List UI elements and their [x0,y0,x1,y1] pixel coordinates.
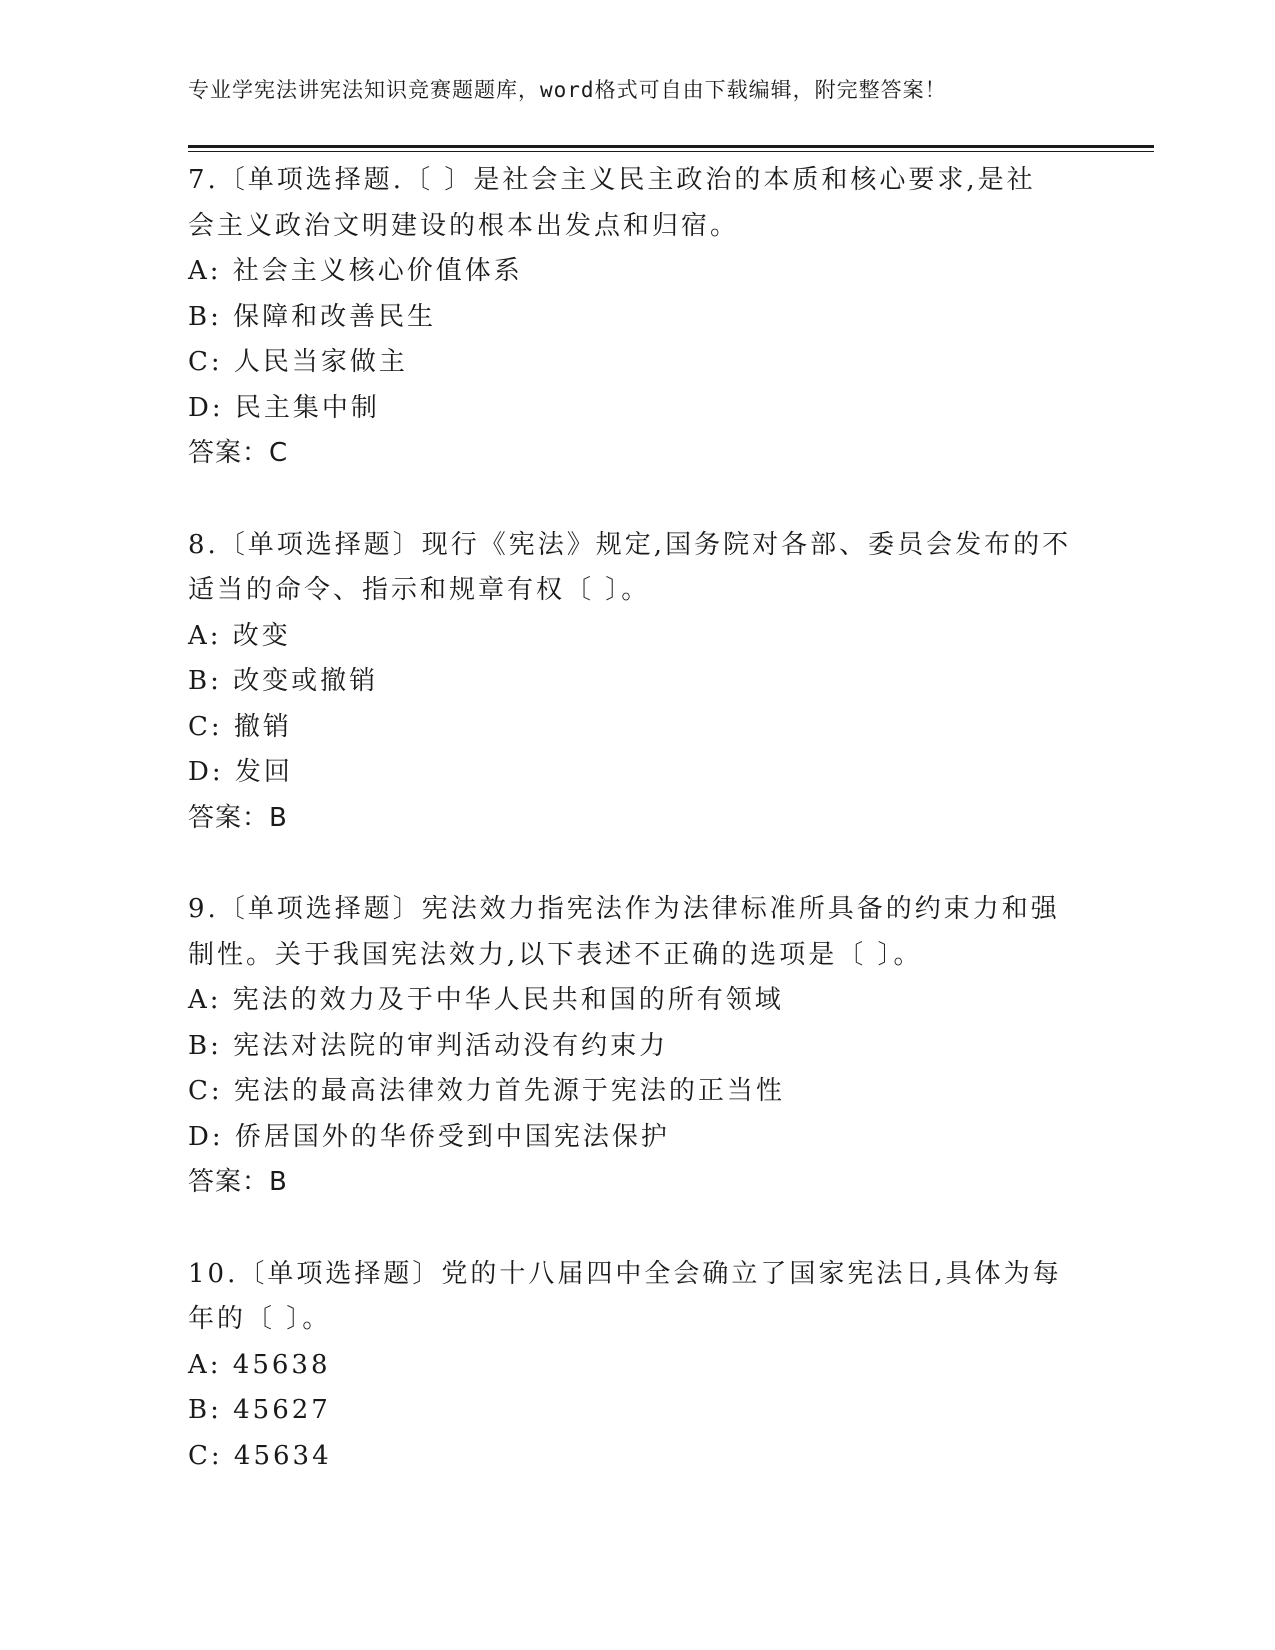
answer-label: 答案：B [188,1167,288,1197]
option-d: D: 民主集中制 [188,392,380,423]
option-b: B: 改变或撤销 [188,666,379,696]
option-a: A: 社会主义核心价值体系 [188,256,523,286]
option-c: C: 宪法的最高法律效力首先源于宪法的正当性 [188,1076,785,1106]
question-stem-line: 9.〔单项选择题〕宪法效力指宪法作为法律标准所具备的约束力和强 [188,894,1060,924]
question-list [188,158,1088,1525]
question-stem-line: 适当的命令、指示和规章有权〔 〕。 [188,575,651,605]
question-8 [188,523,1088,842]
option-a: A: 宪法的效力及于中华人民共和国的所有领域 [188,985,784,1015]
question-stem-line: 10.〔单项选择题〕党的十八届四中全会确立了国家宪法日,具体为每 [188,1258,1062,1289]
question-stem-line: 7.〔单项选择题.〔 〕是社会主义民主政治的本质和核心要求,是社 [188,165,1036,195]
option-b: B: 宪法对法院的审判活动没有约束力 [188,1030,669,1061]
option-a: A: 改变 [188,620,291,651]
option-d: D: 发回 [188,757,293,787]
option-a: A: 45638 [188,1349,331,1380]
page-header: 专业学宪法讲宪法知识竞赛题题库，word格式可自由下载编辑，附完整答案！ [188,78,947,102]
question-stem-line: 年的〔 〕。 [188,1304,332,1334]
question-7 [188,158,1088,477]
question-stem-line: 制性。关于我国宪法效力,以下表述不正确的选项是〔 〕。 [188,939,923,970]
header-rule-thin [188,151,1154,152]
header-rule-thick [188,145,1154,148]
option-d: D: 侨居国外的华侨受到中国宪法保护 [188,1121,670,1152]
question-10 [188,1252,1088,1480]
option-c: C: 人民当家做主 [188,347,408,377]
option-b: B: 45627 [188,1395,331,1425]
option-b: B: 保障和改善民生 [188,301,437,332]
answer-label: 答案：B [188,802,288,833]
answer-label: 答案：C [188,438,289,468]
option-c: C: 撤销 [188,711,292,742]
question-9 [188,887,1088,1206]
question-stem-line: 8.〔单项选择题〕现行《宪法》规定,国务院对各部、委员会发布的不 [188,529,1072,560]
question-stem-line: 会主义政治文明建设的根本出发点和归宿。 [188,210,740,241]
option-c: C: 45634 [188,1440,332,1471]
